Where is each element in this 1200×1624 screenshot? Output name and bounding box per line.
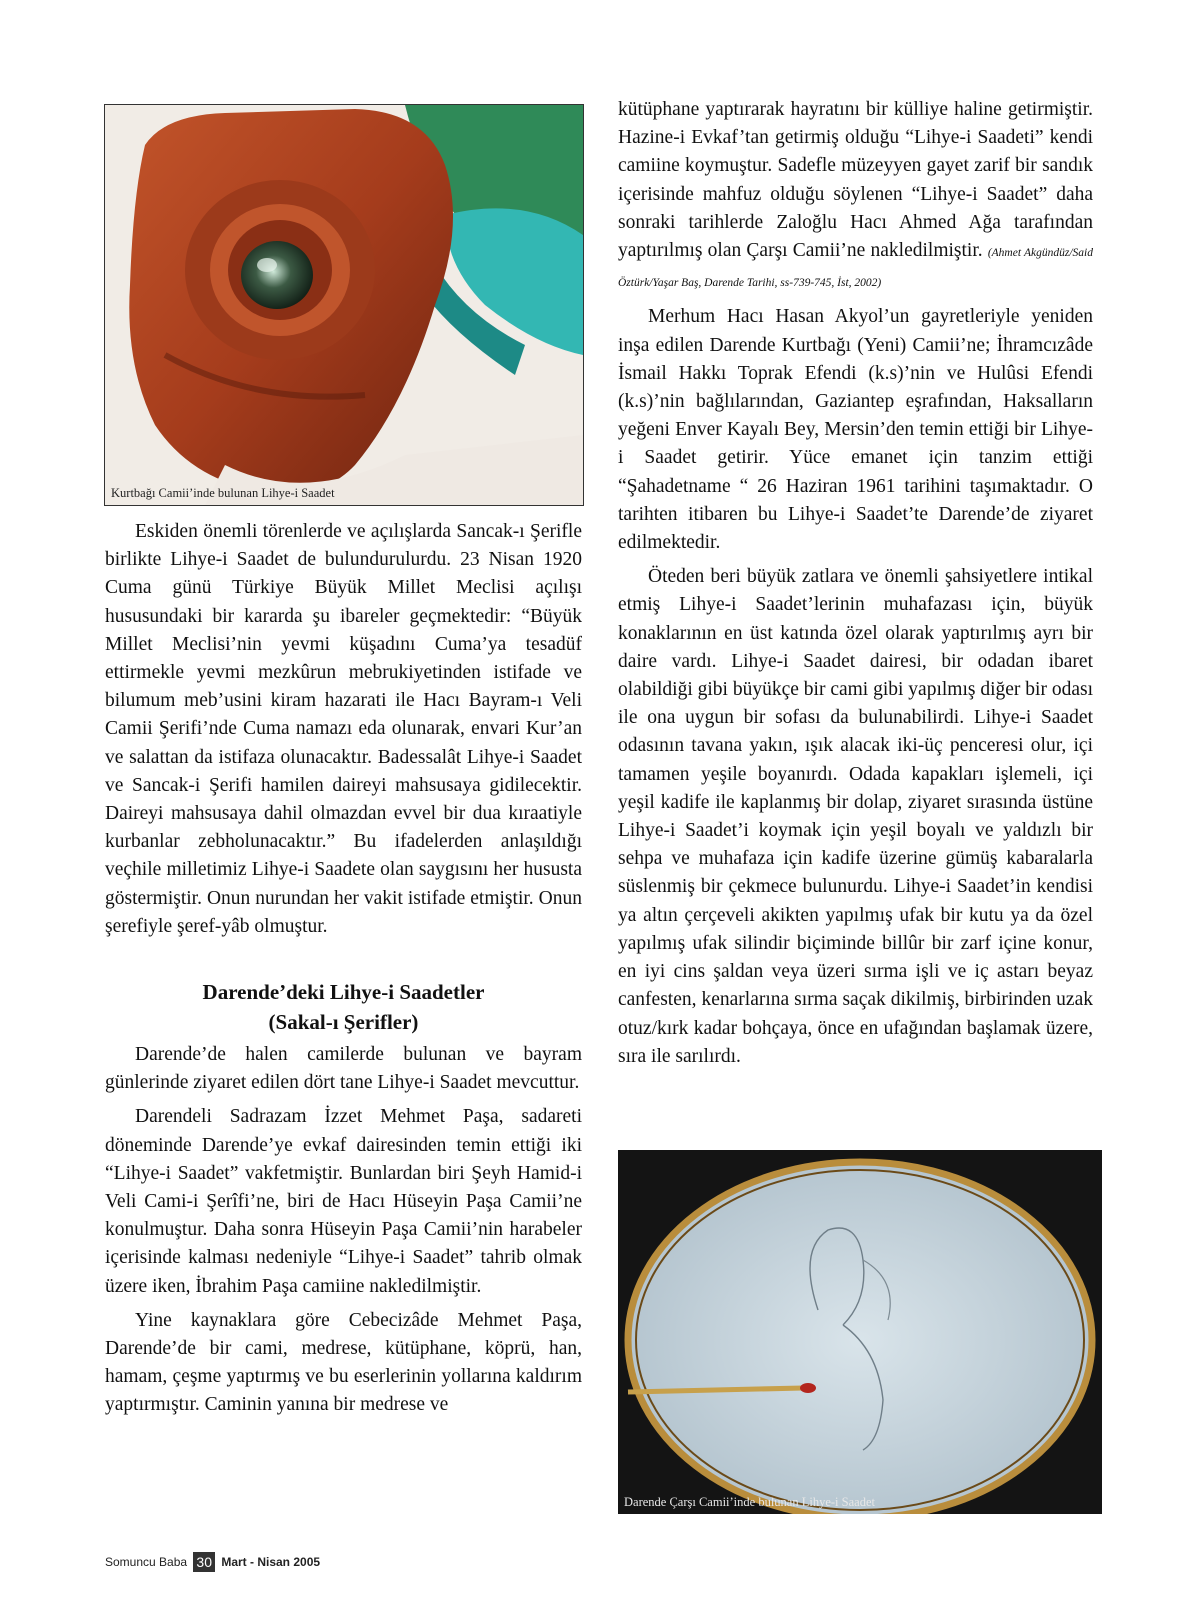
paragraph: Eskiden önemli törenlerde ve açılışlarda Sancak-ı Şerifle birlikte Lihye-i Saadet de bulundurulurdu. 23 Nisan 1920 Cuma günü Türkiye Büyük Millet Meclisi açılışı hususundaki bir kararda şu ibareler geçmektedir: “Büyük Millet Meclisi’nin yevmi küşadını Cuma’ya tesadüf ettirmekle yevmi mezkûrun mebrukiyetinden istifade ve bilumum meb’usini kiram hazarati ile Hacı Bayram-ı Veli Camii Şerifi’nde Cuma namazı eda olunarak, envari Kur’an ve salattan da istifaza olunacaktır. Badessalât Lihye-i Saadet ve Sancak-i Şerifi hamilen daireyi mahsusaya gidilecektir. Daireyi mahsusaya dahil olmazdan evvel bir dua kıraatiyle kurbanlar zebholunacaktır.” Bu ifadelerden anlaşıldığı veçhile milletimiz Lihye-i Saadete olan saygısını her hususta göstermiştir. Onun nurundan her vakit istifade etmiştir. Onun şerefiyle şeref-yâb olmuştur.	[105, 521, 582, 937]
heading-subline: (Sakal-ı Şerifler)	[268, 1010, 419, 1035]
glass-reliquary-image	[618, 1150, 1102, 1514]
citation: (Ahmet Akgündüz/Said Öztürk/Yaşar Baş, Darende Tarihi, ss-739-745, İst, 2002)	[618, 247, 1094, 290]
issue-date: Mart - Nisan 2005	[221, 1555, 321, 1569]
left-column	[105, 518, 582, 1426]
reliquary-box-photo	[104, 104, 584, 506]
paragraph-text: kütüphane yaptırarak hayratını bir külliye haline getirmiştir. Hazine-i Evkaf’tan getirmiş olduğu “Lihye-i Saadeti” kendi camiine koymuştur. Sadefle müzeyyen gayet zarif bir sandık içerisinde mahfuz olduğu söylenen “Lihye-i Saadet” daha sonraki tarihlerde Zaloğlu Hacı Ahmed Ağa tarafından yaptırılmış olan Çarşı Camii’ne nakledilmiştir.	[618, 99, 1093, 262]
wooden-box-image	[105, 105, 583, 505]
figure-caption: Darende Çarşı Camii’inde bulunan Lihye-i Saadet	[624, 1495, 875, 1509]
glass-reliquary-photo	[618, 1150, 1102, 1514]
paragraph	[618, 96, 1093, 297]
paragraph: Darendeli Sadrazam İzzet Mehmet Paşa, sadareti döneminde Darende’ye evkaf dairesinden temin ettiği iki “Lihye-i Saadet” vakfetmiştir. Bunlardan biri Şeyh Hamid-i Veli Cami-i Şerîfi’ne, biri de Hacı Hüseyin Paşa Camii’ne konulmuştur. Daha sonra Hüseyin Paşa Camii’nin harabeler içerisinde kalması nedeniyle “Lihye-i Saadet” tahrib olmak üzere iken, İbrahim Paşa camiine nakledilmiştir.	[105, 1106, 582, 1297]
page-number: 30	[193, 1552, 215, 1572]
figure-caption: Kurtbağı Camii’inde bulunan Lihye-i Saadet	[111, 486, 335, 500]
magazine-name: Somuncu Baba	[105, 1555, 188, 1569]
paragraph: Öteden beri büyük zatlara ve önemli şahsiyetlere intikal etmiş Lihye-i Saadet’lerinin muhafazası için, büyük konaklarının en üst katında özel olarak yaptırılmış ayrı bir daire vardı. Lihye-i Saadet dairesi, bir odadan ibaret olabildiği gibi büyükçe bir cami gibi yapılmış diğer bir odası ile ona uygun bir sofası da bulunabilirdi. Lihye-i Saadet odasının tavana yakın, ışık alacak iki-üç penceresi olur, içi tamamen yeşile boyanırdı. Odada kapakları işlemeli, içi yeşil kadife ile kaplanmış bir dolap, ziyaret sırasında üstüne Lihye-i Saadet’i koymak için yeşil boyalı ve yaldızlı bir sehpa ve muhafaza için kadife üzerine gümüş kabaralarla süslenmiş bir çekmece bulunurdu. Lihye-i Saadet’in kendisi ya altın çerçeveli akikten yapılmış ufak bir kutu ya da özel yapılmış ufak silindir biçiminde billûr bir zarf içine konur, en iyi cins şaldan veya üzeri sırma işli ve iç astarı beyaz canfesten, kenarlarına sırma saçak dikilmiş, birbirinden uzak otuz/kırk kadar bohçaya, önce en ufağından başlamak üzere, sıra ile sarılırdı.	[618, 566, 1093, 1067]
right-column	[618, 96, 1093, 1077]
heading-line: Darende’deki Lihye-i Saadetler	[202, 980, 485, 1005]
paragraph: Merhum Hacı Hasan Akyol’un gayretleriyle yeniden inşa edilen Darende Kurtbağı (Yeni) Camii’ne; İhramcızâde İsmail Hakkı Toprak Efendi (k.s)’nin ve Hulûsi Efendi (k.s)’nin bağlılarından, Gaziantep eşrafından, Haksalların yeğeni Enver Kayalı Bey, Mersin’den temin ettiği bir Lihye-i Saadet getirir. Yüce emanet için tanzim ettiği “Şahadetname “ 26 Haziran 1961 tarihini taşımaktadır. O tarihten itibaren bu Lihye-i Saadet’te Darende’de ziyaret edilmektedir.	[618, 306, 1093, 554]
paragraph: Yine kaynaklara göre Cebecizâde Mehmet Paşa, Darende’de bir cami, medrese, kütüphane, köprü, han, hamam, çeşme yaptırmış ve bu eserlerinin yollarına kaldırım yaptırmıştır. Caminin yanına bir medrese ve	[105, 1309, 582, 1416]
section-heading	[105, 977, 582, 1037]
paragraph: Darende’de halen camilerde bulunan ve bayram günlerinde ziyaret edilen dört tane Lihye-i Saadet mevcuttur.	[105, 1044, 582, 1094]
page-footer	[105, 1552, 320, 1576]
